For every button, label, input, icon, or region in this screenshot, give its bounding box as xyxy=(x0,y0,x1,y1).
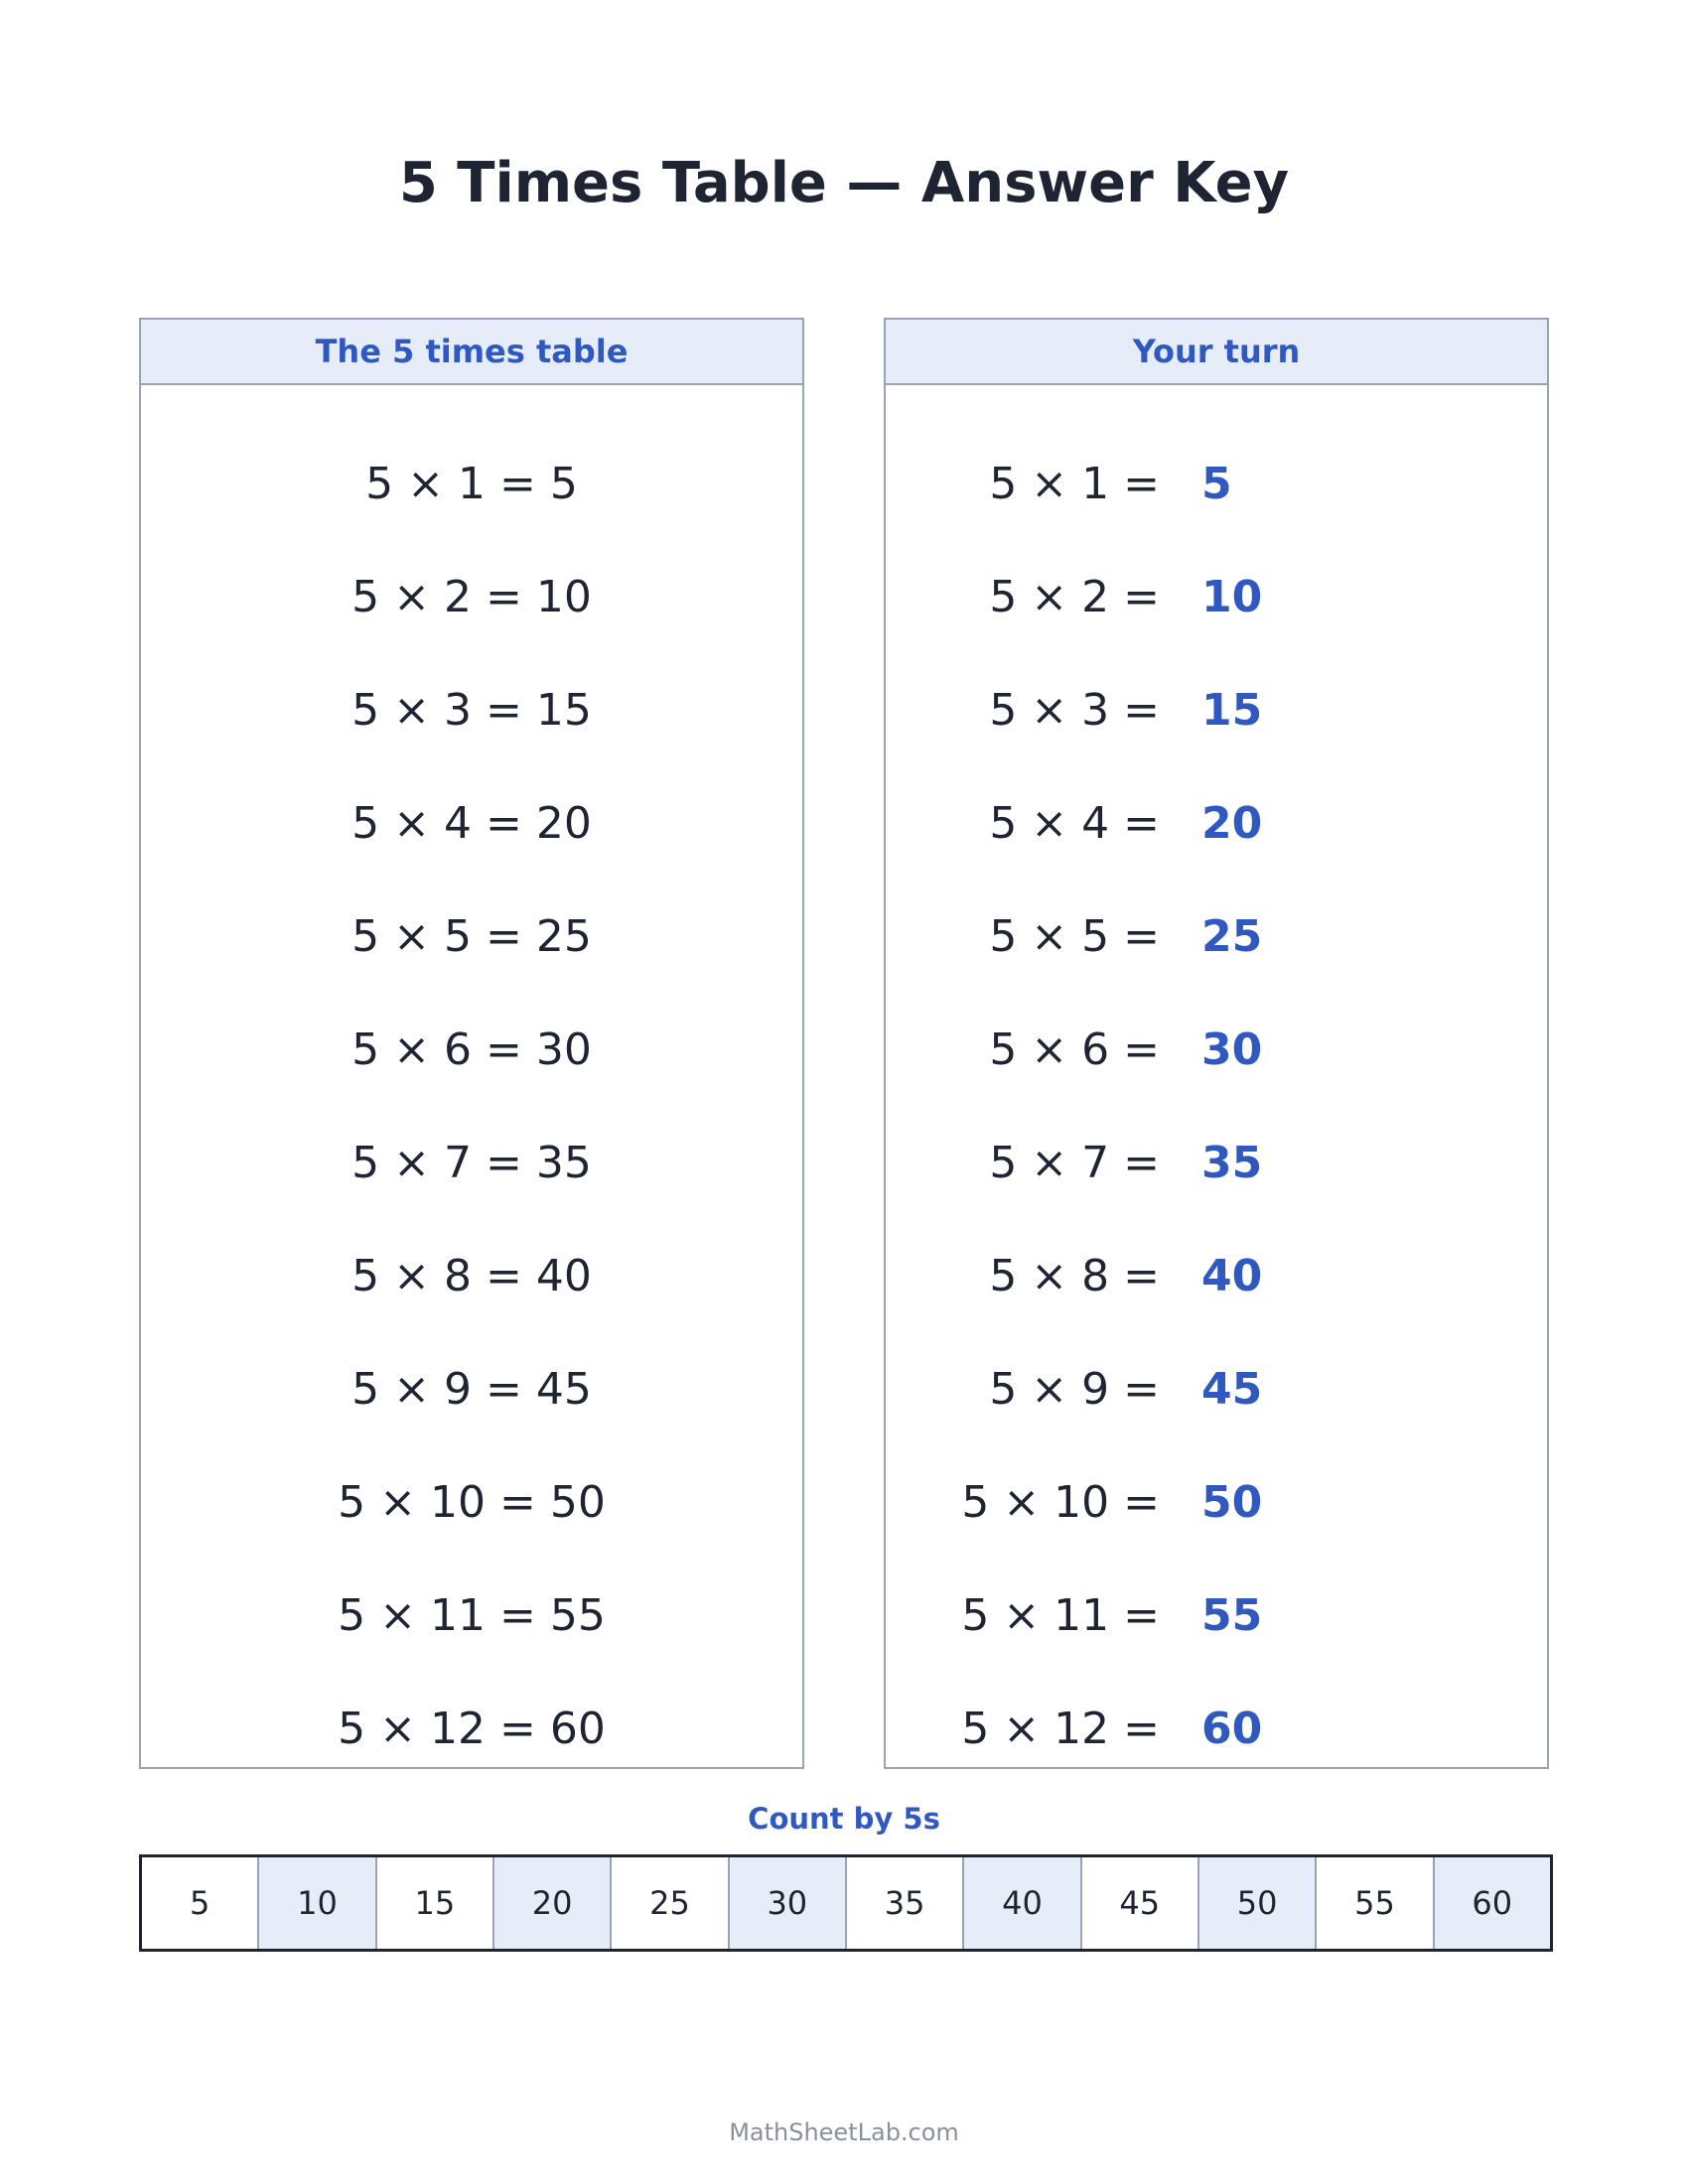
practice-question: 5 × 10 = xyxy=(961,1477,1160,1528)
fact-row: 5 × 9 = 45 xyxy=(352,1364,592,1415)
your-turn-panel xyxy=(884,318,1549,1769)
practice-row xyxy=(886,671,1547,751)
fact-row: 5 × 10 = 50 xyxy=(338,1477,606,1528)
count-cell: 30 xyxy=(730,1857,847,1949)
practice-question: 5 × 5 = xyxy=(989,911,1160,962)
practice-answer: 25 xyxy=(1201,911,1263,962)
times-table-panel xyxy=(139,318,804,1769)
count-cell: 5 xyxy=(142,1857,259,1949)
practice-row xyxy=(886,1690,1547,1769)
fact-row: 5 × 1 = 5 xyxy=(365,459,578,509)
practice-answer: 30 xyxy=(1201,1024,1263,1075)
count-cell: 55 xyxy=(1317,1857,1434,1949)
fact-row: 5 × 7 = 35 xyxy=(352,1138,592,1188)
practice-question: 5 × 12 = xyxy=(961,1704,1160,1754)
fact-row: 5 × 11 = 55 xyxy=(338,1590,606,1641)
footer-site-name: MathSheetLab.com xyxy=(729,2118,959,2146)
fact-row: 5 × 5 = 25 xyxy=(352,911,592,962)
practice-answer: 60 xyxy=(1201,1704,1263,1754)
count-by-label: Count by 5s xyxy=(748,1802,940,1836)
practice-question: 5 × 7 = xyxy=(989,1138,1160,1188)
practice-answer: 55 xyxy=(1201,1590,1263,1641)
practice-question: 5 × 8 = xyxy=(989,1251,1160,1301)
count-cell: 45 xyxy=(1082,1857,1199,1949)
practice-answer: 10 xyxy=(1201,572,1263,622)
count-cell: 35 xyxy=(847,1857,964,1949)
practice-row xyxy=(886,1576,1547,1656)
fact-row: 5 × 6 = 30 xyxy=(352,1024,592,1075)
practice-row xyxy=(886,1011,1547,1090)
count-cell: 60 xyxy=(1435,1857,1550,1949)
count-cell: 10 xyxy=(259,1857,376,1949)
fact-row: 5 × 8 = 40 xyxy=(352,1251,592,1301)
practice-answer: 20 xyxy=(1201,798,1263,849)
practice-answer: 15 xyxy=(1201,685,1263,736)
practice-row xyxy=(886,1350,1547,1430)
count-cell: 40 xyxy=(964,1857,1081,1949)
fact-row: 5 × 4 = 20 xyxy=(352,798,592,849)
your-turn-panel-header: Your turn xyxy=(886,320,1547,385)
page-title: 5 Times Table — Answer Key xyxy=(398,151,1290,215)
count-cell: 20 xyxy=(494,1857,612,1949)
practice-question: 5 × 4 = xyxy=(989,798,1160,849)
times-table-panel-header: The 5 times table xyxy=(141,320,802,385)
practice-row xyxy=(886,1237,1547,1316)
practice-question: 5 × 3 = xyxy=(989,685,1160,736)
practice-question: 5 × 9 = xyxy=(989,1364,1160,1415)
fact-row: 5 × 3 = 15 xyxy=(352,685,592,736)
practice-answer: 35 xyxy=(1201,1138,1263,1188)
practice-row xyxy=(886,784,1547,864)
practice-answer: 40 xyxy=(1201,1251,1263,1301)
practice-question: 5 × 2 = xyxy=(989,572,1160,622)
count-cell: 50 xyxy=(1199,1857,1317,1949)
practice-row xyxy=(886,558,1547,637)
count-cell: 25 xyxy=(612,1857,729,1949)
practice-row xyxy=(886,445,1547,524)
count-cell: 15 xyxy=(377,1857,494,1949)
practice-question: 5 × 1 = xyxy=(989,459,1160,509)
count-by-strip xyxy=(139,1854,1553,1952)
fact-row: 5 × 12 = 60 xyxy=(338,1704,606,1754)
practice-row xyxy=(886,1124,1547,1203)
practice-row xyxy=(886,1463,1547,1543)
practice-row xyxy=(886,897,1547,977)
practice-answer: 50 xyxy=(1201,1477,1263,1528)
practice-question: 5 × 6 = xyxy=(989,1024,1160,1075)
fact-row: 5 × 2 = 10 xyxy=(352,572,592,622)
practice-answer: 5 xyxy=(1201,459,1232,509)
practice-question: 5 × 11 = xyxy=(961,1590,1160,1641)
practice-answer: 45 xyxy=(1201,1364,1263,1415)
